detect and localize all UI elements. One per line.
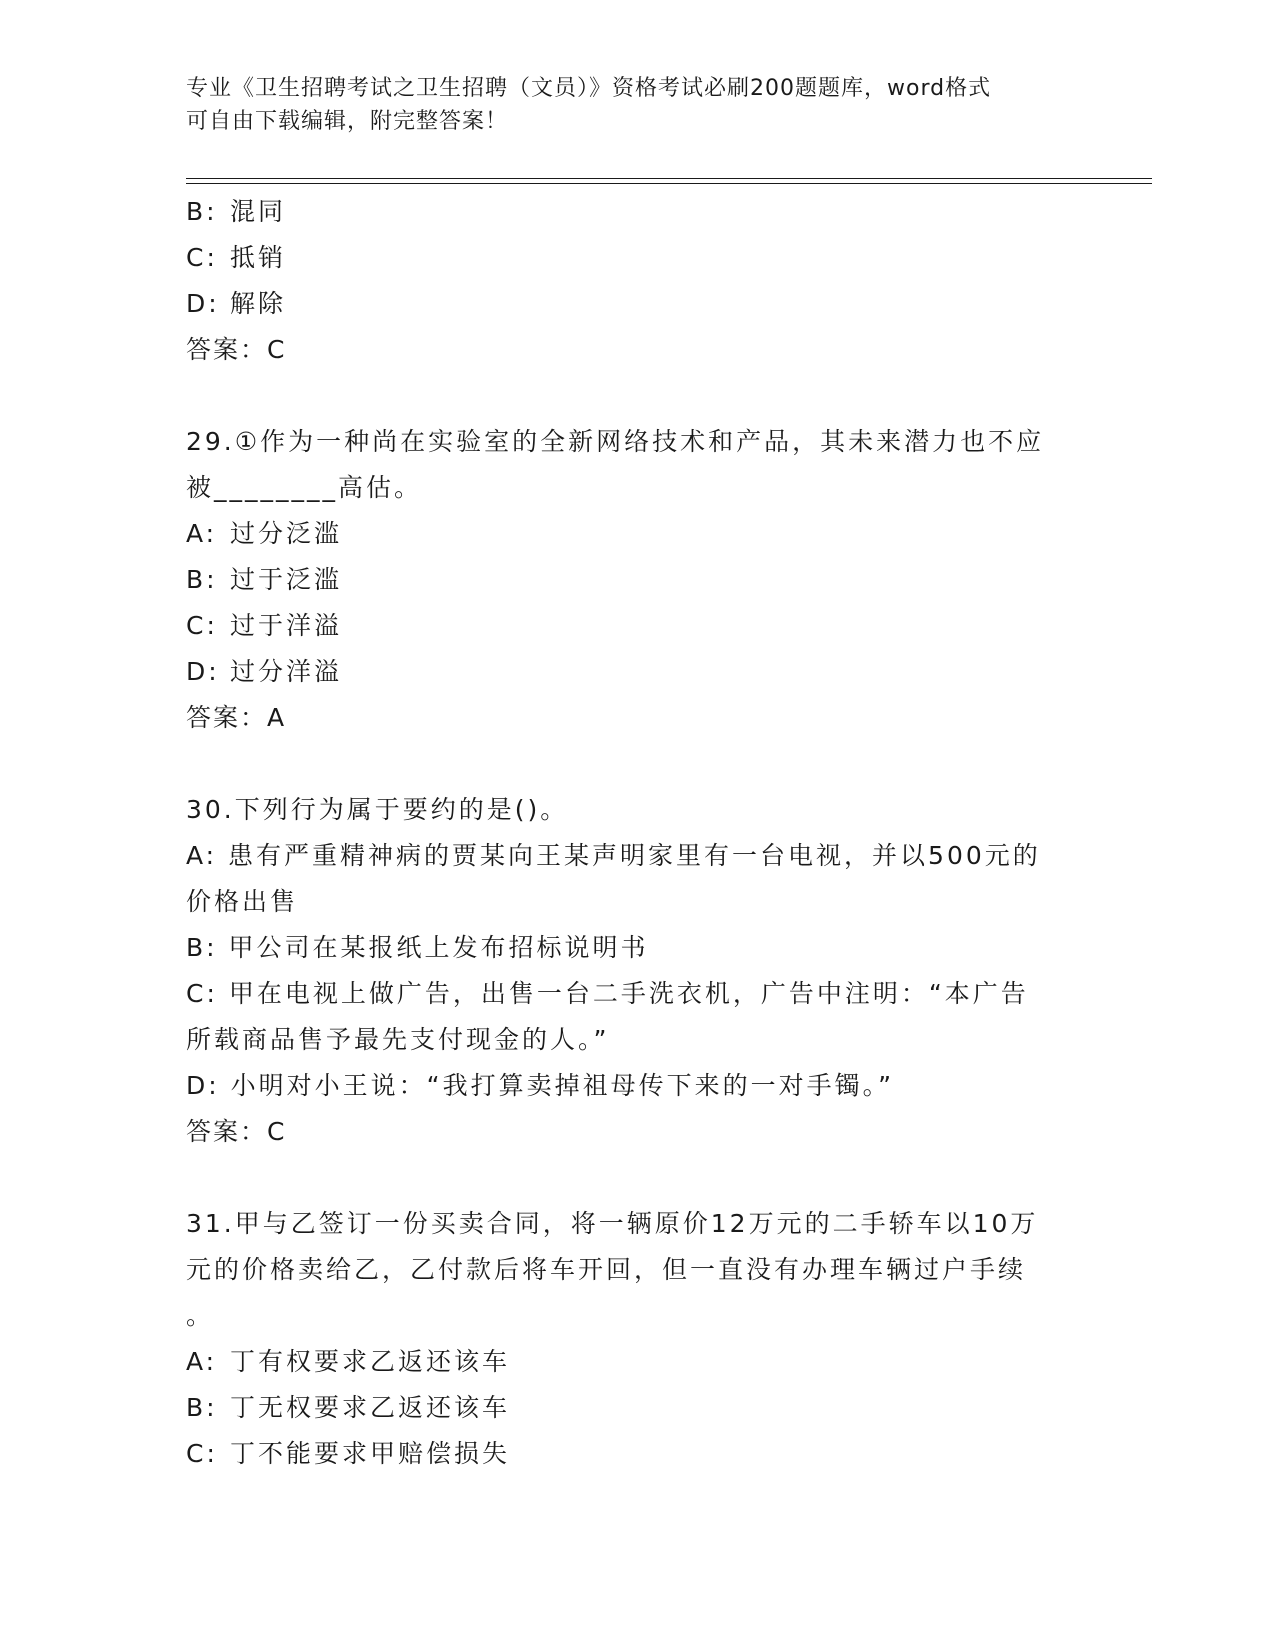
document-header <box>186 72 1066 138</box>
question-list <box>186 189 1086 1477</box>
header-line-2: 可自由下载编辑，附完整答案！ <box>186 109 509 134</box>
option-text: 丁无权要求乙返还该车 <box>230 1393 511 1422</box>
spacer <box>186 1155 1086 1201</box>
option-letter: A: <box>186 519 218 548</box>
option-letter: D: <box>186 289 220 318</box>
answer-line: 答案：C <box>186 1117 287 1146</box>
option-b <box>186 189 1086 235</box>
option-letter: B: <box>186 197 218 226</box>
question-stem-line-2: 被________高估。 <box>186 473 423 502</box>
header-divider-bottom <box>186 183 1152 184</box>
option-letter: C: <box>186 611 218 640</box>
question-stem-line-2: 元的价格卖给乙，乙付款后将车开回，但一直没有办理车辆过户手续 <box>186 1255 1027 1284</box>
question-stem-line-3: 。 <box>186 1301 215 1330</box>
spacer <box>186 373 1086 419</box>
option-a <box>186 511 1086 557</box>
option-b: B: 甲公司在某报纸上发布招标说明书 <box>186 933 649 962</box>
question-30 <box>186 787 1086 1155</box>
question-stem-line-1: 29.①作为一种尚在实验室的全新网络技术和产品，其未来潜力也不应 <box>186 427 1045 456</box>
option-c <box>186 235 1086 281</box>
option-a-line-1: A: 患有严重精神病的贾某向王某声明家里有一台电视，并以500元的 <box>186 841 1041 870</box>
option-d: D: 小明对小王说：“我打算卖掉祖母传下来的一对手镯。” <box>186 1071 895 1100</box>
option-c <box>186 603 1086 649</box>
option-letter: A: <box>186 1347 218 1376</box>
option-text: 混同 <box>230 197 287 226</box>
question-31 <box>186 1201 1086 1477</box>
option-c-line-1: C: 甲在电视上做广告，出售一台二手洗衣机，广告中注明：“本广告 <box>186 979 1029 1008</box>
option-d <box>186 649 1086 695</box>
question-stem-line-1: 31.甲与乙签订一份买卖合同，将一辆原价12万元的二手轿车以10万 <box>186 1209 1039 1238</box>
option-letter: C: <box>186 1439 218 1468</box>
option-text: 过分洋溢 <box>230 657 343 686</box>
spacer <box>186 741 1086 787</box>
option-a <box>186 1339 1086 1385</box>
option-text: 丁不能要求甲赔偿损失 <box>230 1439 511 1468</box>
answer-line: 答案：C <box>186 335 287 364</box>
option-text: 过于洋溢 <box>230 611 343 640</box>
option-d <box>186 281 1086 327</box>
option-b <box>186 1385 1086 1431</box>
option-letter: C: <box>186 243 218 272</box>
question-29 <box>186 419 1086 741</box>
option-c-line-2: 所载商品售予最先支付现金的人。” <box>186 1025 610 1054</box>
option-b <box>186 557 1086 603</box>
header-divider-top <box>186 178 1152 179</box>
option-letter: D: <box>186 657 220 686</box>
answer-line: 答案：A <box>186 703 287 732</box>
option-letter: B: <box>186 1393 218 1422</box>
option-c <box>186 1431 1086 1477</box>
question-28 <box>186 189 1086 373</box>
option-text: 丁有权要求乙返还该车 <box>230 1347 511 1376</box>
option-text: 解除 <box>230 289 287 318</box>
header-line-1: 专业《卫生招聘考试之卫生招聘（文员）》资格考试必刷200题题库，word格式 <box>186 76 992 101</box>
option-text: 过于泛滥 <box>230 565 343 594</box>
option-text: 抵销 <box>230 243 287 272</box>
option-letter: B: <box>186 565 218 594</box>
option-text: 过分泛滥 <box>230 519 343 548</box>
question-stem: 30.下列行为属于要约的是()。 <box>186 795 569 824</box>
option-a-line-2: 价格出售 <box>186 887 299 916</box>
